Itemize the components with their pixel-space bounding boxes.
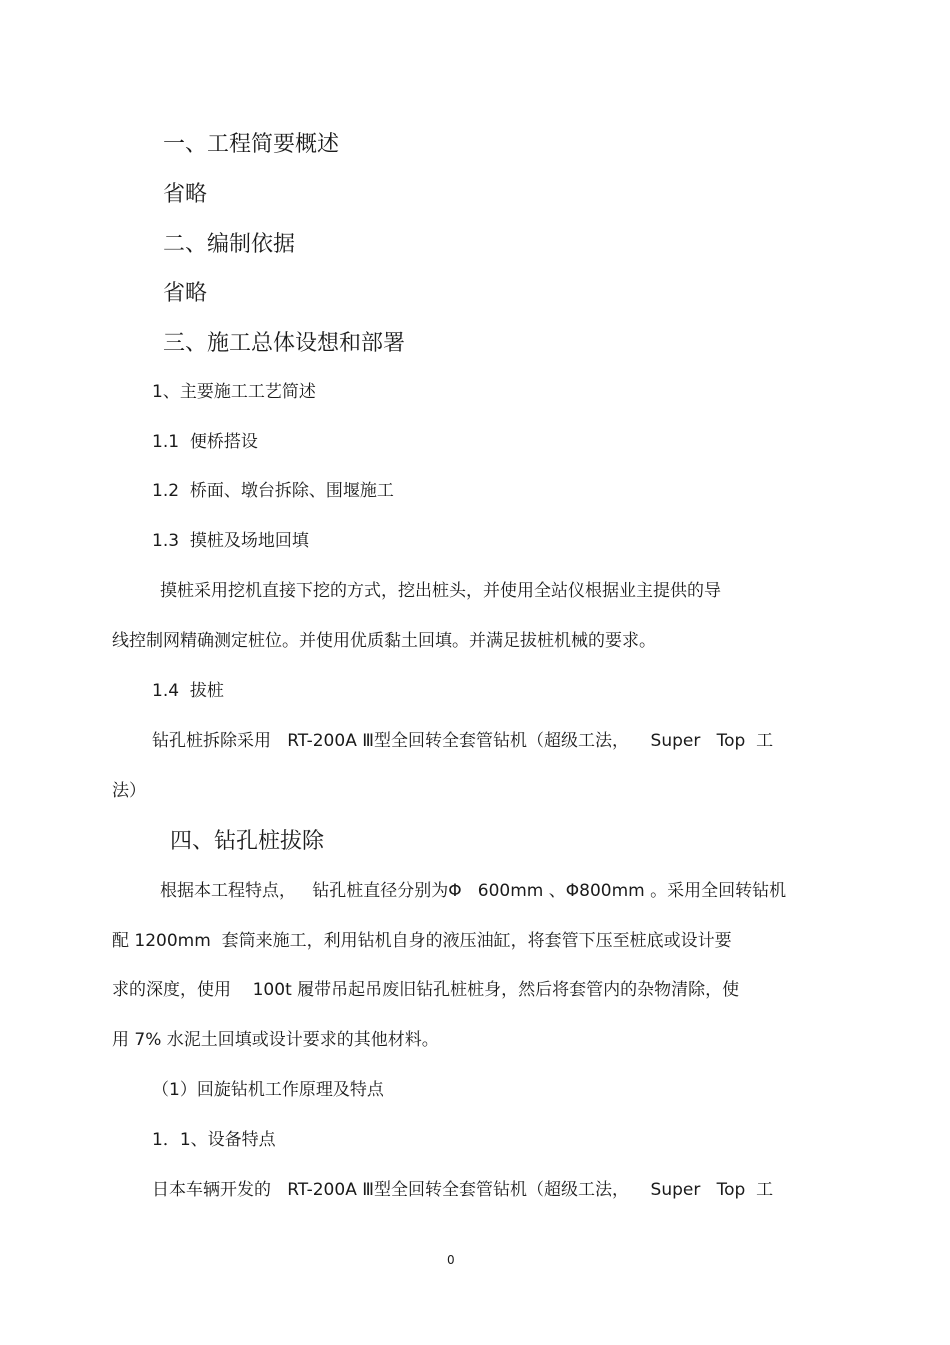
section-1-text: 省略 — [163, 182, 208, 207]
paragraph-line: 摸桩采用挖机直接下挖的方式，挖出桩头，并使用全站仪根据业主提供的导 — [160, 581, 721, 601]
paragraph-line: 配 1200mm 套筒来施工，利用钻机自身的液压油缸，将套管下压至桩底或设计要 — [112, 931, 732, 951]
paragraph-line: 求的深度，使用 100t 履带吊起吊废旧钻孔桩桩身，然后将套管内的杂物清除，使 — [112, 980, 740, 1000]
page-number: 0 — [447, 1253, 455, 1267]
subheading-1-3: 1.3 摸桩及场地回填 — [152, 531, 309, 551]
subheading-1-2: 1.2 桥面、墩台拆除、围堰施工 — [152, 481, 394, 501]
section-2-text: 省略 — [163, 281, 208, 306]
paragraph-line: 钻孔桩拆除采用 RT-200A Ⅲ型全回转全套管钻机（超级工法， Super Top 工 — [152, 731, 774, 751]
subheading-1: 1、主要施工工艺简述 — [152, 382, 316, 402]
paragraph-line: 用 7% 水泥土回填或设计要求的其他材料。 — [112, 1030, 439, 1050]
subheading-1-1: 1.1 便桥搭设 — [152, 432, 258, 452]
paragraph-line: 日本车辆开发的 RT-200A Ⅲ型全回转全套管钻机（超级工法， Super Top 工 — [152, 1180, 774, 1200]
section-heading-4: 四、钻孔桩拔除 — [170, 829, 325, 854]
paragraph-line: 线控制网精确测定桩位。并使用优质黏土回填。并满足拔桩机械的要求。 — [112, 631, 656, 651]
paragraph-line: 法） — [112, 781, 146, 801]
subheading-4-1: （1）回旋钻机工作原理及特点 — [152, 1080, 384, 1100]
paragraph-line: 根据本工程特点， 钻孔桩直径分别为Φ 600mm 、Φ800mm 。采用全回转钻机 — [160, 881, 787, 901]
section-heading-3: 三、施工总体设想和部署 — [163, 331, 406, 356]
subheading-1-4: 1.4 拔桩 — [152, 681, 224, 701]
section-heading-2: 二、编制依据 — [163, 232, 296, 257]
subheading-4-1-1: 1．1、设备特点 — [152, 1130, 276, 1150]
section-heading-1: 一、工程简要概述 — [163, 132, 340, 157]
